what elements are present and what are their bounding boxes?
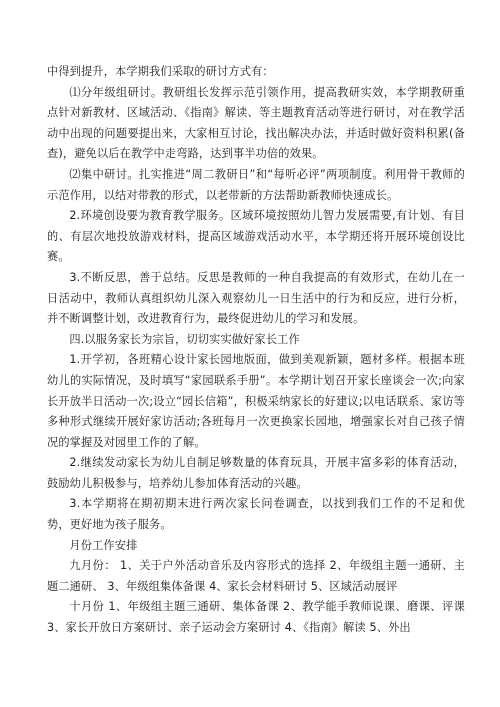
section-heading-parent-work: 四.以服务家长为宗旨，切切实实做好家长工作 <box>69 332 300 346</box>
paragraph-centralized-research: ⑵集中研讨。扎实推进“周二教研日”和“每听必评”两项制度。利用骨干教师的示范作用，以结对带教的形式，以老带新的方法帮助新教师快速成长。 <box>47 167 465 202</box>
paragraph-environment-creation: 2.环境创设要为教育教学服务。区域环境按照幼儿智力发展需要,有计划、有目的、有层次地投放游戏材料，提高区域游戏活动水平，本学期还将开展环境创设比赛。 <box>47 209 465 264</box>
paragraph-continuation: 中得到提升，本学期我们采取的研讨方式有： <box>47 65 274 78</box>
paragraph-reflection: 3.不断反思，善于总结。反思是教师的一种自我提高的有效形式，在幼儿在一日活动中，教师认真组织幼儿深入观察幼儿一日生活中的行为和反应，进行分析，并不断调整计划，改进教育行为，最终促进幼儿的学习和发展。 <box>47 270 465 326</box>
paragraph-grade-group-research: ⑴分年级组研讨。教研组长发挥示范引领作用，提高教研实效，本学期教研重点针对新教材、区域活动、《指南》解读、等主题教育活动等进行研讨，对在教学活动中出现的问题要提出来，大家相互讨论，找出解决办法，并适时做好资料积累(备查)，避免以后在教学中走弯路，达到事半功倍的效果。 <box>47 85 465 161</box>
section-heading-monthly-plan: 月份工作安排 <box>69 538 138 552</box>
paragraph-sports-toys: 2.继续发动家长为幼儿自制足够数量的体育玩具，开展丰富多彩的体育活动，鼓励幼儿积极参与，培养幼儿参加体育活动的兴趣。 <box>47 456 465 490</box>
paragraph-october-plan: 十月份 1、年级组主题三通研、集体备课 2、教学能手教师说课、磨课、评课 3、家长开放日方案研讨、亲子运动会方案研讨 4、《指南》解读 5、外出 <box>47 600 465 635</box>
paragraph-parent-garden: 1.开学初，各班精心设计家长园地版面，做到美观新颖，题材多样。根据本班幼儿的实际情况，及时填写“家园联系手册”。本学期计划召开家长座谈会一次;向家长开放半日活动一次;设立“园长信箱”，积极采纳家长的好建议;以电话联系、家访等多种形式继续开展好家访活动;各班每月一次更换家长园地，增强家长对自己孩子情况的掌握及对园里工作的了解。 <box>47 353 465 449</box>
paragraph-september-plan: 九月份： 1、关于户外活动音乐及内容形式的选择 2、年级组主题一通研、主题二通研、 3、年级组集体备课 4、家长会材料研讨 5、区域活动展评 <box>47 559 465 593</box>
paragraph-questionnaire: 3.本学期将在期初期末进行两次家长问卷调查，以找到我们工作的不足和优势，更好地为孩子服务。 <box>47 497 465 532</box>
document-body <box>47 62 465 639</box>
